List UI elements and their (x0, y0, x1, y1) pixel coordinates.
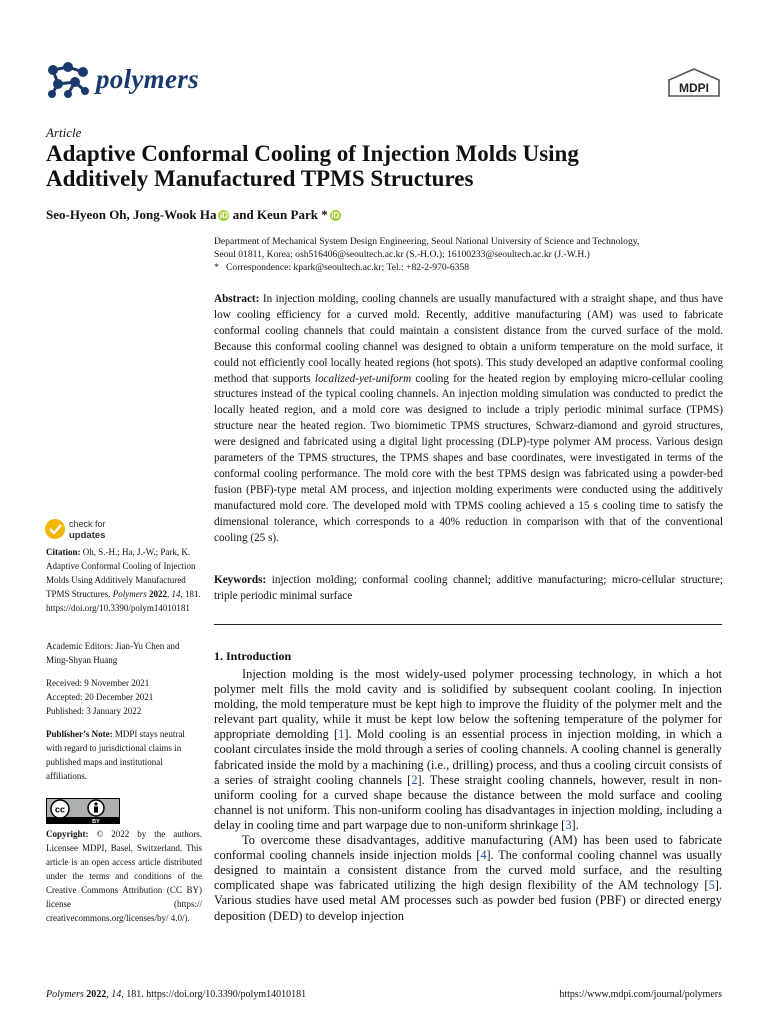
citation-journal: Polymers (112, 589, 147, 599)
polymers-logo-icon (44, 60, 92, 100)
footer-volume: , 14 (106, 989, 122, 1000)
cc-by-label: BY (92, 819, 100, 824)
check-label-1: check for (69, 519, 106, 529)
check-label-2: updates (69, 530, 106, 541)
academic-editors: Academic Editors: Jian-Yu Chen and Ming-Shyan Huang (46, 641, 180, 665)
footer-journal-url[interactable]: https://www.mdpi.com/journal/polymers (559, 989, 722, 1000)
copyright-text: © 2022 by the authors. Licensee MDPI, Basel, Switzerland. This article is an open access article distributed under the terms and conditions of the Creative Commons Attribution (CC BY) license (https:// creativecommons.org/licenses/by/ 4.0/). (46, 829, 202, 923)
title-line-1: Adaptive Conformal Cooling of Injection Molds Using (46, 141, 579, 166)
text-run: ]. Mold cooling is an essential process in injection molding, in which a coolant circulates inside the mold through a series of cooling channels. A cooling channel is generally fabricated inside the mold by a machining (i.e., drilling) process, and thus a cooling circuit consists of a series of straight cooling channels [ (214, 727, 722, 787)
publisher-note (46, 727, 202, 783)
abstract-text-b: cooling for the heated region by employing micro-cellular cooling structures instead of the typical cooling channels. An injection molding simulation was conducted to predict the locally heated region, and a mold core was designed to include a triply periodic minimal surface (TPMS) structure near the heated region. Two biomimetic TPMS structures, Schwarz-diamond and gyroid structures, were designed and fabricated using a digital light processing (DLP)-type polymer AM process. Various design parameters of the TPMS structures, the TPMS shapes and base coordinates, were investigated in terms of the conformal cooling performance. The mold core with the best TPMS design was fabricated using a powder-bed fusion (PBF)-type metal AM process, and injection molding experiments were conducted using the additively manufactured mold core. The developed mold with TPMS cooling achieved a 15 s cooling time to satisfy the dimensional tolerance, which corresponds to a 40% reduction in comparison with that of the conventional cooling (25 s). (214, 372, 723, 544)
correspondence (214, 261, 726, 274)
section-heading: 1. Introduction (214, 649, 292, 663)
page-title (46, 141, 726, 191)
article-type: Article (46, 125, 82, 140)
publication-dates (46, 676, 202, 718)
date-accepted: Accepted: 20 December 2021 (46, 692, 154, 702)
cc-label: cc (54, 804, 66, 815)
intro-paragraph-2 (214, 833, 722, 924)
check-for-updates-button[interactable] (44, 517, 194, 541)
intro-paragraph-1 (214, 667, 722, 833)
keywords-label: Keywords: (214, 574, 267, 586)
authors-part-1: Seo-Hyeon Oh, Jong-Wook Ha (46, 207, 217, 222)
orcid-icon[interactable]: iD (331, 211, 340, 220)
citation-link[interactable]: 1 (338, 727, 345, 742)
note-text: MDPI stays neutral with regard to jurisdictional claims in published maps and institutional affiliations. (46, 729, 185, 781)
publisher-label: MDPI (679, 81, 709, 95)
abstract-text-a: In injection molding, cooling channels are usually manufactured with a straight shape, and thus have low cooling efficiency for a curved mold. Recently, additive manufacturing (AM) was used to fabricate conformal cooling channels that could maintain a consistent distance from the curved surface of the mold. Because this conformal cooling channel was designed to obtain a uniform temperature on the mold surface, it could not efficiently cool locally heated regions (hot spots). This study developed an adaptive conformal cooling method that supports (214, 293, 723, 385)
affiliation (214, 235, 726, 274)
text-run: ]. (571, 817, 579, 832)
citation-volume: , 14 (167, 589, 181, 599)
abstract (214, 292, 723, 547)
footer-journal: Polymers (46, 989, 84, 1000)
keywords-text: injection molding; conformal cooling channel; additive manufacturing; micro-cellular structure; triple periodic minimal surface (214, 574, 723, 602)
date-published: Published: 3 January 2022 (46, 706, 142, 716)
title-line-2: Additively Manufactured TPMS Structures (46, 166, 474, 191)
note-label: Publisher’s Note: (46, 729, 113, 739)
journal-name: polymers (96, 64, 199, 94)
authors-part-2: and Keun Park * (229, 207, 328, 222)
correspondence-text: Correspondence: kpark@seoultech.ac.kr; Tel.: +82-2-970-6358 (226, 262, 470, 273)
footer-doi[interactable]: , 181. https://doi.org/10.3390/polym14010181 (121, 989, 307, 1000)
date-received: Received: 9 November 2021 (46, 678, 150, 688)
footer-citation (46, 989, 306, 1000)
citation-link[interactable]: 4 (480, 848, 487, 863)
citation-label: Citation: (46, 547, 81, 557)
text-run: ]. The conformal cooling channel was usually designed to maintain a consistent distance from the curved mold surface, and the resulting complicated shape was fabricated utilizing the high design flexibility of the AM technology [ (214, 848, 722, 893)
cc-by-license-icon[interactable] (46, 798, 120, 824)
citation-doi[interactable]: , 181. https://doi.org/10.3390/polym14010181 (46, 589, 201, 613)
keywords (214, 573, 723, 605)
abstract-label: Abstract: (214, 293, 260, 305)
correspondence-marker: * (214, 262, 219, 273)
affiliation-line-2: Seoul 01811, Korea; osh516406@seoultech.ac.kr (S.-H.O.); 16100233@seoultech.ac.kr (J.-W.H.) (214, 249, 590, 260)
text-run: ]. These straight cooling channels, however, result in non-uniform cooling for a curved shape because the distance between the mold surface and cooling channel is not uniform. This non-uniform cooling has disadvantages in injection molding, including a delay in cooling time and part warpage due to non-uniform shrinkage [ (214, 772, 722, 832)
orcid-icon[interactable]: iD (219, 211, 228, 220)
footer-year: 2022 (83, 989, 107, 1000)
citation-block (46, 545, 202, 615)
text-run: ]. Various studies have used metal AM processes such as powder bed fusion (PBF) or directed energy deposition (DED) to develop injection (214, 878, 722, 923)
affiliation-line-1: Department of Mechanical System Design Engineering, Seoul National University of Science and Technology, (214, 236, 640, 247)
citation-text: Oh, S.-H.; Ha, J.-W.; Park, K. Adaptive Conformal Cooling of Injection Molds Using Additively Manufactured TPMS Structures. (46, 547, 196, 599)
citation-link[interactable]: 2 (411, 772, 418, 787)
citation-year: 2022 (146, 589, 168, 599)
abstract-text-italic: localized-yet-uniform (314, 372, 412, 385)
copyright-notice (46, 827, 202, 925)
author-list (46, 207, 341, 223)
citation-link[interactable]: 5 (708, 878, 715, 893)
text-run: To overcome these disadvantages, additive manufacturing (AM) has been used to fabricate conformal cooling channels inside injection molds [ (214, 833, 722, 863)
text-run: Injection molding is the most widely-used polymer processing technology, in which a hot polymer melt fills the mold cavity and is solidified by subsequent coolant cooling. In injection molding, the mold temperature must be kept high to improve the fluidity of the polymer melt and the relevant part quality, while it must be kept low below the softening temperature of the polymer for appropriate demolding [ (214, 667, 722, 742)
section-divider (214, 624, 722, 625)
intro-body (214, 667, 722, 924)
copyright-label: Copyright: (46, 829, 89, 839)
mdpi-logo-icon (667, 68, 721, 98)
citation-link[interactable]: 3 (565, 817, 572, 832)
